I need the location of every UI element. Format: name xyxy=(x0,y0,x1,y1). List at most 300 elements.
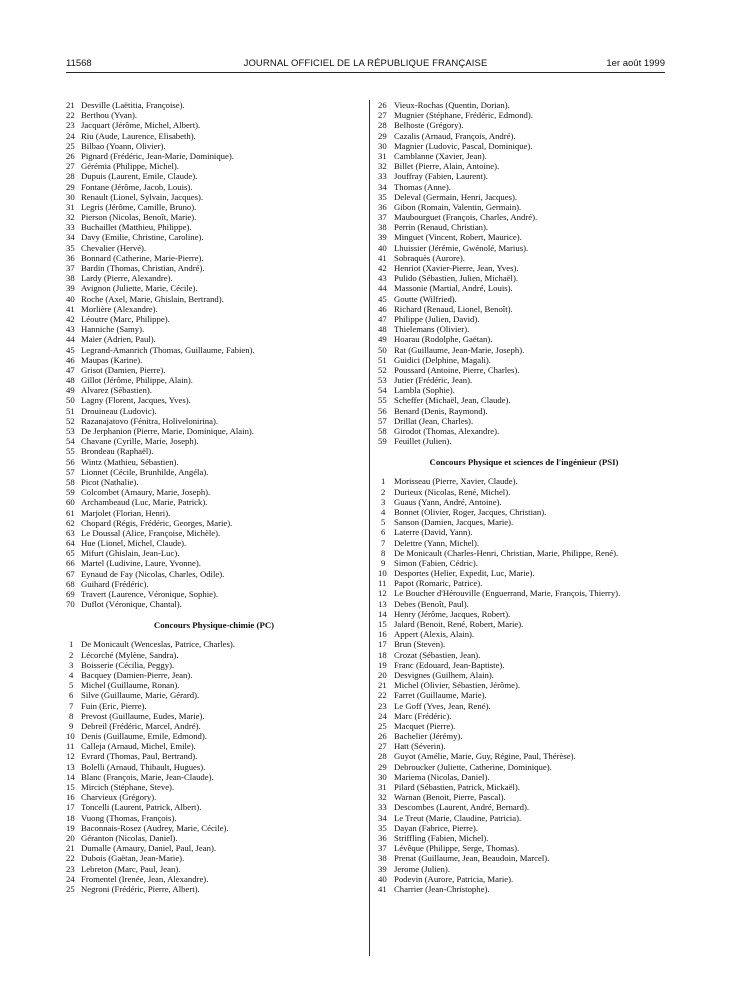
candidate-name: Jalard (Benoit, René, Robert, Marie). xyxy=(394,619,524,629)
candidate-name: Simon (Fabien, Cédric). xyxy=(394,557,478,568)
list-item xyxy=(378,253,670,263)
candidate-name: Sobraquès (Aurore). xyxy=(394,252,465,263)
column-divider xyxy=(369,100,370,956)
rank-number: 21 xyxy=(378,680,387,691)
candidate-name: Philippe (Julien, David). xyxy=(394,313,480,324)
list-item xyxy=(378,772,670,782)
candidate-name: Michel (Guillaume, Ronan). xyxy=(81,680,180,691)
list-item xyxy=(378,721,670,731)
candidate-name: Fromentel (Irenée, Jean, Alexandre). xyxy=(81,873,209,884)
rank-number: 54 xyxy=(378,385,387,396)
list-item xyxy=(378,324,670,334)
rank-number: 40 xyxy=(66,293,75,304)
rank-number: 4 xyxy=(69,669,74,680)
candidate-name: Le Treut (Marie, Claudine, Patricia). xyxy=(394,812,522,823)
section-title-pc: Concours Physique-chimie (PC) xyxy=(153,620,275,631)
rank-number: 57 xyxy=(378,415,387,426)
list-item xyxy=(66,253,362,263)
candidate-name: Goutte (Wilfried). xyxy=(394,293,457,304)
list-item xyxy=(66,395,362,405)
rank-number: 46 xyxy=(66,354,75,365)
candidate-name: Mugnier (Stéphane, Frédéric, Edmond). xyxy=(394,110,533,121)
candidate-name: De Monicault (Charles-Henri, Christian, Marie, Philippe, René). xyxy=(394,547,619,558)
rank-number: 28 xyxy=(66,171,75,182)
rank-number: 27 xyxy=(378,741,387,752)
list-item xyxy=(378,110,670,120)
candidate-name: Debreil (Frédéric, Marcel, André). xyxy=(81,720,201,731)
list-item xyxy=(66,711,362,721)
candidate-name: Hatt (Séverin). xyxy=(394,741,446,752)
list-item xyxy=(378,314,670,324)
rank-number: 50 xyxy=(378,344,387,355)
list-item xyxy=(66,416,362,426)
candidate-name: Guidici (Delphine, Magali). xyxy=(394,354,491,365)
rank-number: 31 xyxy=(66,201,75,212)
rank-number: 47 xyxy=(378,313,387,324)
rank-number: 29 xyxy=(378,130,387,141)
list-item xyxy=(378,406,670,416)
rank-number: 41 xyxy=(66,303,75,314)
rank-number: 16 xyxy=(378,629,387,640)
rank-number: 11 xyxy=(378,578,387,589)
list-item xyxy=(66,508,362,518)
candidate-name: Magnier (Ludovic, Pascal, Dominique). xyxy=(394,140,533,151)
rank-number: 28 xyxy=(378,751,387,762)
rank-number: 65 xyxy=(66,548,75,559)
ranking-list xyxy=(66,100,362,609)
rank-number: 36 xyxy=(66,252,75,263)
list-item xyxy=(66,365,362,375)
candidate-name: Bonnet (Olivier, Roger, Jacques, Christian). xyxy=(394,506,547,517)
list-item xyxy=(66,385,362,395)
rank-number: 22 xyxy=(378,690,387,701)
list-item xyxy=(66,884,362,894)
list-item xyxy=(378,161,670,171)
candidate-name: Travert (Laurence, Véronique, Sophie). xyxy=(81,589,219,599)
rank-number: 3 xyxy=(69,659,74,670)
list-item xyxy=(378,660,670,670)
list-item xyxy=(66,426,362,436)
rank-number: 4 xyxy=(381,506,386,517)
right-column xyxy=(378,100,670,894)
candidate-name: Bachelier (Jérémy). xyxy=(394,731,463,742)
list-item xyxy=(378,639,670,649)
candidate-name: Eynaud de Fay (Nicolas, Charles, Odile). xyxy=(81,568,225,579)
rank-number: 24 xyxy=(378,710,387,721)
rank-number: 37 xyxy=(378,843,387,854)
rank-number: 26 xyxy=(378,100,387,110)
rank-number: 30 xyxy=(378,140,387,151)
list-item xyxy=(378,588,670,598)
rank-number: 5 xyxy=(69,680,74,691)
candidate-name: Boisserie (Cécilia, Peggy). xyxy=(81,659,175,670)
candidate-name: Franc (Edouard, Jean-Baptiste). xyxy=(394,659,505,670)
candidate-name: Buchaillet (Matthieu, Philippe). xyxy=(81,222,192,233)
list-item xyxy=(378,497,670,507)
candidate-name: Vuong (Thomas, François). xyxy=(81,812,177,823)
candidate-name: Bilbao (Yoann, Olivier). xyxy=(81,140,166,151)
list-item xyxy=(378,476,670,486)
list-item xyxy=(378,263,670,273)
rank-number: 30 xyxy=(66,191,75,202)
rank-number: 34 xyxy=(378,812,387,823)
list-item xyxy=(66,355,362,365)
list-item xyxy=(378,568,670,578)
candidate-name: Hue (Lionel, Michel, Claude). xyxy=(81,538,187,549)
list-item xyxy=(66,202,362,212)
candidate-name: Mifurt (Ghislain, Jean-Luc). xyxy=(81,548,180,559)
candidate-name: Perrin (Renaud, Christian). xyxy=(394,222,489,233)
candidate-name: Desville (Laëtitia, Françoise). xyxy=(81,100,185,110)
rank-number: 16 xyxy=(66,792,75,803)
rank-number: 52 xyxy=(66,415,75,426)
candidate-name: Gibon (Romain, Valentin, Germain). xyxy=(394,201,522,212)
list-item xyxy=(378,182,670,192)
candidate-name: Legris (Jérôme, Camille, Bruno). xyxy=(81,201,197,212)
rank-number: 32 xyxy=(378,792,387,803)
candidate-name: Brun (Steven). xyxy=(394,639,446,650)
rank-number: 1 xyxy=(69,639,74,650)
rank-number: 9 xyxy=(381,557,386,568)
list-item xyxy=(66,192,362,202)
candidate-name: Appert (Alexis, Alain). xyxy=(394,629,475,640)
candidate-name: Descombes (Laurent, André, Bernard). xyxy=(394,802,530,813)
list-item xyxy=(378,802,670,812)
list-item xyxy=(66,528,362,538)
candidate-name: Denis (Guillaume, Emile, Edmond). xyxy=(81,731,207,742)
list-item xyxy=(66,660,362,670)
candidate-name: Le Boucher d'Hérouville (Enguerrand, Marie, François, Thierry). xyxy=(394,588,621,599)
ranking-list-psi xyxy=(378,476,670,894)
rank-number: 40 xyxy=(378,242,387,253)
list-item xyxy=(378,629,670,639)
candidate-name: Jerome (Julien). xyxy=(394,863,450,874)
list-item xyxy=(378,527,670,537)
rank-number: 57 xyxy=(66,466,75,477)
list-item xyxy=(378,273,670,283)
rank-number: 64 xyxy=(66,538,75,549)
candidate-name: Bacquey (Damien-Pierre, Jean). xyxy=(81,669,193,680)
list-item xyxy=(66,579,362,589)
rank-number: 61 xyxy=(66,507,75,518)
list-item xyxy=(66,406,362,416)
candidate-name: Guaus (Yann, André, Antoine). xyxy=(394,496,502,507)
candidate-name: Fontane (Jérôme, Jacob, Louis). xyxy=(81,181,193,192)
rank-number: 53 xyxy=(378,375,387,386)
list-item xyxy=(378,609,670,619)
list-item xyxy=(66,243,362,253)
rank-number: 1 xyxy=(381,476,386,487)
candidate-name: Debroucker (Juliette, Catherine, Dominique). xyxy=(394,761,552,772)
list-item xyxy=(66,589,362,599)
candidate-name: Rat (Guillaume, Jean-Marie, Joseph). xyxy=(394,344,525,355)
list-item xyxy=(66,690,362,700)
candidate-name: Sanson (Damien, Jacques, Marie). xyxy=(394,517,514,528)
candidate-name: Legrand-Amanrich (Thomas, Guillaume, Fabien). xyxy=(81,344,255,355)
rank-number: 39 xyxy=(378,232,387,243)
list-item xyxy=(66,182,362,192)
list-item xyxy=(378,558,670,568)
candidate-name: Le Doussal (Alice, Françoise, Michèle). xyxy=(81,527,221,538)
rank-number: 10 xyxy=(66,731,75,742)
candidate-name: De Monicault (Wenceslas, Patrice, Charles). xyxy=(81,639,235,650)
list-item xyxy=(66,874,362,884)
list-item xyxy=(66,487,362,497)
header-rule xyxy=(66,72,665,73)
candidate-name: Minguet (Vincent, Robert, Maurice). xyxy=(394,232,522,243)
candidate-name: Desportes (Helier, Expedit, Luc, Marie). xyxy=(394,568,535,579)
list-item xyxy=(66,446,362,456)
candidate-name: Razanajatovo (Fénitra, Holivelonirina). xyxy=(81,415,219,426)
rank-number: 39 xyxy=(378,863,387,874)
candidate-name: Vieux-Rochas (Quentin, Dorian). xyxy=(394,100,510,110)
candidate-name: Géranton (Nicolas, Daniel). xyxy=(81,832,178,843)
candidate-name: Davy (Emilie, Christine, Caroline). xyxy=(81,232,204,243)
rank-number: 35 xyxy=(378,822,387,833)
list-item xyxy=(378,100,670,110)
rank-number: 58 xyxy=(66,476,75,487)
candidate-name: Farret (Guillaume, Marie). xyxy=(394,690,487,701)
rank-number: 22 xyxy=(66,853,75,864)
list-item xyxy=(378,751,670,761)
candidate-name: Archambeaud (Luc, Marie, Patrick). xyxy=(81,497,208,508)
list-item xyxy=(66,782,362,792)
list-item xyxy=(378,680,670,690)
rank-number: 33 xyxy=(378,802,387,813)
ranking-list-pc-continued xyxy=(378,100,670,446)
list-item xyxy=(66,120,362,130)
list-item xyxy=(378,833,670,843)
candidate-name: Grisot (Damien, Pierre). xyxy=(81,364,166,375)
rank-number: 34 xyxy=(66,232,75,243)
candidate-name: Riu (Aude, Laurence, Elisabeth). xyxy=(81,130,196,141)
rank-number: 8 xyxy=(69,710,74,721)
candidate-name: Morlière (Alexandre). xyxy=(81,303,158,314)
rank-number: 47 xyxy=(66,364,75,375)
list-item xyxy=(378,283,670,293)
rank-number: 19 xyxy=(66,822,75,833)
rank-number: 48 xyxy=(66,375,75,386)
list-item xyxy=(66,599,362,609)
rank-number: 15 xyxy=(378,619,387,629)
rank-number: 3 xyxy=(381,496,386,507)
candidate-name: Evrard (Thomas, Paul, Bertrand). xyxy=(81,751,198,762)
candidate-name: Jouffray (Fabien, Laurent). xyxy=(394,171,488,182)
list-item xyxy=(378,192,670,202)
list-item xyxy=(66,813,362,823)
rank-number: 30 xyxy=(378,771,387,782)
rank-number: 18 xyxy=(378,649,387,660)
candidate-name: Lionnet (Cécile, Brunhilde, Angéla). xyxy=(81,466,209,477)
rank-number: 36 xyxy=(378,201,387,212)
list-item xyxy=(378,853,670,863)
list-item xyxy=(378,222,670,232)
candidate-name: Henriot (Xavier-Pierre, Jean, Yves). xyxy=(394,263,519,273)
list-item xyxy=(66,141,362,151)
rank-number: 45 xyxy=(66,344,75,355)
candidate-name: Pierson (Nicolas, Benoît, Marie). xyxy=(81,212,197,223)
rank-number: 56 xyxy=(66,456,75,467)
list-item xyxy=(66,151,362,161)
ranking-list-pc xyxy=(66,639,362,894)
candidate-name: Poussard (Antoine, Pierre, Charles). xyxy=(394,364,520,375)
list-item xyxy=(378,243,670,253)
list-item xyxy=(378,864,670,874)
rank-number: 67 xyxy=(66,568,75,579)
candidate-name: Hoarau (Rodolphe, Gaëtan). xyxy=(394,334,493,345)
candidate-name: Delettre (Yann, Michel). xyxy=(394,537,480,548)
candidate-name: Benard (Denis, Raymond). xyxy=(394,405,488,416)
list-item xyxy=(66,569,362,579)
candidate-name: Bardin (Thomas, Christian, André). xyxy=(81,263,205,273)
candidate-name: Drouineau (Ludovic). xyxy=(81,405,157,416)
list-item xyxy=(378,741,670,751)
list-item xyxy=(378,120,670,130)
candidate-name: Feuillet (Julien). xyxy=(394,436,452,447)
candidate-name: Dupuis (Laurent, Emile, Claude). xyxy=(81,171,198,182)
rank-number: 21 xyxy=(66,100,75,110)
rank-number: 44 xyxy=(378,283,387,294)
list-item xyxy=(378,843,670,853)
rank-number: 27 xyxy=(66,161,75,172)
rank-number: 41 xyxy=(378,883,387,894)
candidate-name: Dumalle (Amaury, Daniel, Paul, Jean). xyxy=(81,843,217,854)
candidate-name: Morisseau (Pierre, Xavier, Claude). xyxy=(394,476,518,487)
list-item xyxy=(378,782,670,792)
candidate-name: Marjolet (Florian, Henri). xyxy=(81,507,171,518)
rank-number: 11 xyxy=(66,741,75,752)
candidate-name: Martel (Ludivine, Laure, Yvonne). xyxy=(81,558,201,569)
list-item xyxy=(66,701,362,711)
rank-number: 38 xyxy=(378,222,387,233)
list-item xyxy=(378,792,670,802)
rank-number: 66 xyxy=(66,558,75,569)
list-item xyxy=(378,385,670,395)
issue-date: 1er août 1999 xyxy=(606,58,665,69)
list-item xyxy=(66,518,362,528)
list-item xyxy=(66,436,362,446)
rank-number: 32 xyxy=(378,161,387,172)
list-item xyxy=(66,650,362,660)
rank-number: 55 xyxy=(66,446,75,457)
candidate-name: Deleval (Germain, Henri, Jacques). xyxy=(394,191,518,202)
candidate-name: Bolelli (Arnaud, Thibault, Hugues). xyxy=(81,761,206,772)
list-item xyxy=(66,802,362,812)
candidate-name: Billet (Pierre, Alain, Antoine). xyxy=(394,161,500,172)
list-item xyxy=(378,294,670,304)
candidate-name: Chopard (Régis, Frédéric, Georges, Marie). xyxy=(81,517,233,528)
candidate-name: Duflot (Véronique, Chantal). xyxy=(81,599,182,610)
candidate-name: Bonnard (Catherine, Marie-Pierre). xyxy=(81,252,204,263)
rank-number: 45 xyxy=(378,293,387,304)
rank-number: 26 xyxy=(378,731,387,742)
rank-number: 13 xyxy=(378,598,387,609)
rank-number: 31 xyxy=(378,782,387,792)
list-item xyxy=(66,294,362,304)
rank-number: 23 xyxy=(66,120,75,131)
rank-number: 38 xyxy=(66,273,75,284)
list-item xyxy=(66,548,362,558)
list-item xyxy=(378,650,670,660)
rank-number: 69 xyxy=(66,589,75,599)
candidate-name: Mircich (Stéphane, Steve). xyxy=(81,782,175,792)
list-item xyxy=(378,599,670,609)
candidate-name: Renault (Lionel, Sylvain, Jacques). xyxy=(81,191,204,202)
candidate-name: Mariema (Nicolas, Daniel). xyxy=(394,771,490,782)
list-item xyxy=(378,701,670,711)
candidate-name: Lardy (Pierre, Alexandre). xyxy=(81,273,173,284)
rank-number: 12 xyxy=(66,751,75,762)
rank-number: 70 xyxy=(66,599,75,610)
rank-number: 17 xyxy=(378,639,387,650)
rank-number: 9 xyxy=(69,720,74,731)
candidate-name: Durieux (Nicolas, René, Michel). xyxy=(394,486,511,497)
list-item xyxy=(66,823,362,833)
rank-number: 18 xyxy=(66,812,75,823)
rank-number: 7 xyxy=(381,537,386,548)
list-item xyxy=(66,741,362,751)
candidate-name: Avignon (Juliette, Marie, Cécile). xyxy=(81,283,198,294)
rank-number: 25 xyxy=(66,883,75,894)
list-item xyxy=(378,578,670,588)
rank-number: 13 xyxy=(66,761,75,772)
rank-number: 14 xyxy=(66,771,75,782)
rank-number: 38 xyxy=(378,853,387,864)
candidate-name: Chevalier (Hervé). xyxy=(81,242,147,253)
list-item xyxy=(378,487,670,497)
list-item xyxy=(378,426,670,436)
list-item xyxy=(378,670,670,680)
rank-number: 40 xyxy=(378,873,387,884)
rank-number: 36 xyxy=(378,832,387,843)
list-item xyxy=(378,416,670,426)
rank-number: 59 xyxy=(66,487,75,498)
candidate-name: Lhuissier (Jérémie, Gwénolé, Marius). xyxy=(394,242,529,253)
list-item xyxy=(66,222,362,232)
rank-number: 37 xyxy=(378,212,387,223)
candidate-name: Jutier (Frédéric, Jean). xyxy=(394,375,473,386)
rank-number: 55 xyxy=(378,395,387,406)
rank-number: 33 xyxy=(378,171,387,182)
candidate-name: Hanniche (Samy). xyxy=(81,324,145,335)
list-item xyxy=(66,467,362,477)
candidate-name: Dayan (Fabrice, Pierre). xyxy=(394,822,478,833)
list-item xyxy=(66,283,362,293)
list-item xyxy=(66,497,362,507)
list-item xyxy=(378,395,670,405)
candidate-name: Laterre (David, Yann). xyxy=(394,527,473,538)
rank-number: 31 xyxy=(378,150,387,161)
list-item xyxy=(66,639,362,649)
list-item xyxy=(66,314,362,324)
rank-number: 59 xyxy=(378,436,387,447)
list-item xyxy=(378,202,670,212)
rank-number: 49 xyxy=(66,385,75,396)
list-item xyxy=(66,232,362,242)
rank-number: 27 xyxy=(378,110,387,121)
candidate-name: Berthou (Yvan). xyxy=(81,110,138,121)
section-title-psi: Concours Physique et sciences de l'ingénieur (PSI) xyxy=(429,457,619,468)
candidate-name: Thielemans (Olivier). xyxy=(394,324,470,335)
rank-number: 7 xyxy=(69,700,74,711)
rank-number: 49 xyxy=(378,334,387,345)
rank-number: 34 xyxy=(378,181,387,192)
rank-number: 56 xyxy=(378,405,387,416)
list-item xyxy=(66,721,362,731)
rank-number: 32 xyxy=(66,212,75,223)
candidate-name: Charvieux (Grégory). xyxy=(81,792,157,803)
candidate-name: Picot (Nathalie). xyxy=(81,476,139,487)
